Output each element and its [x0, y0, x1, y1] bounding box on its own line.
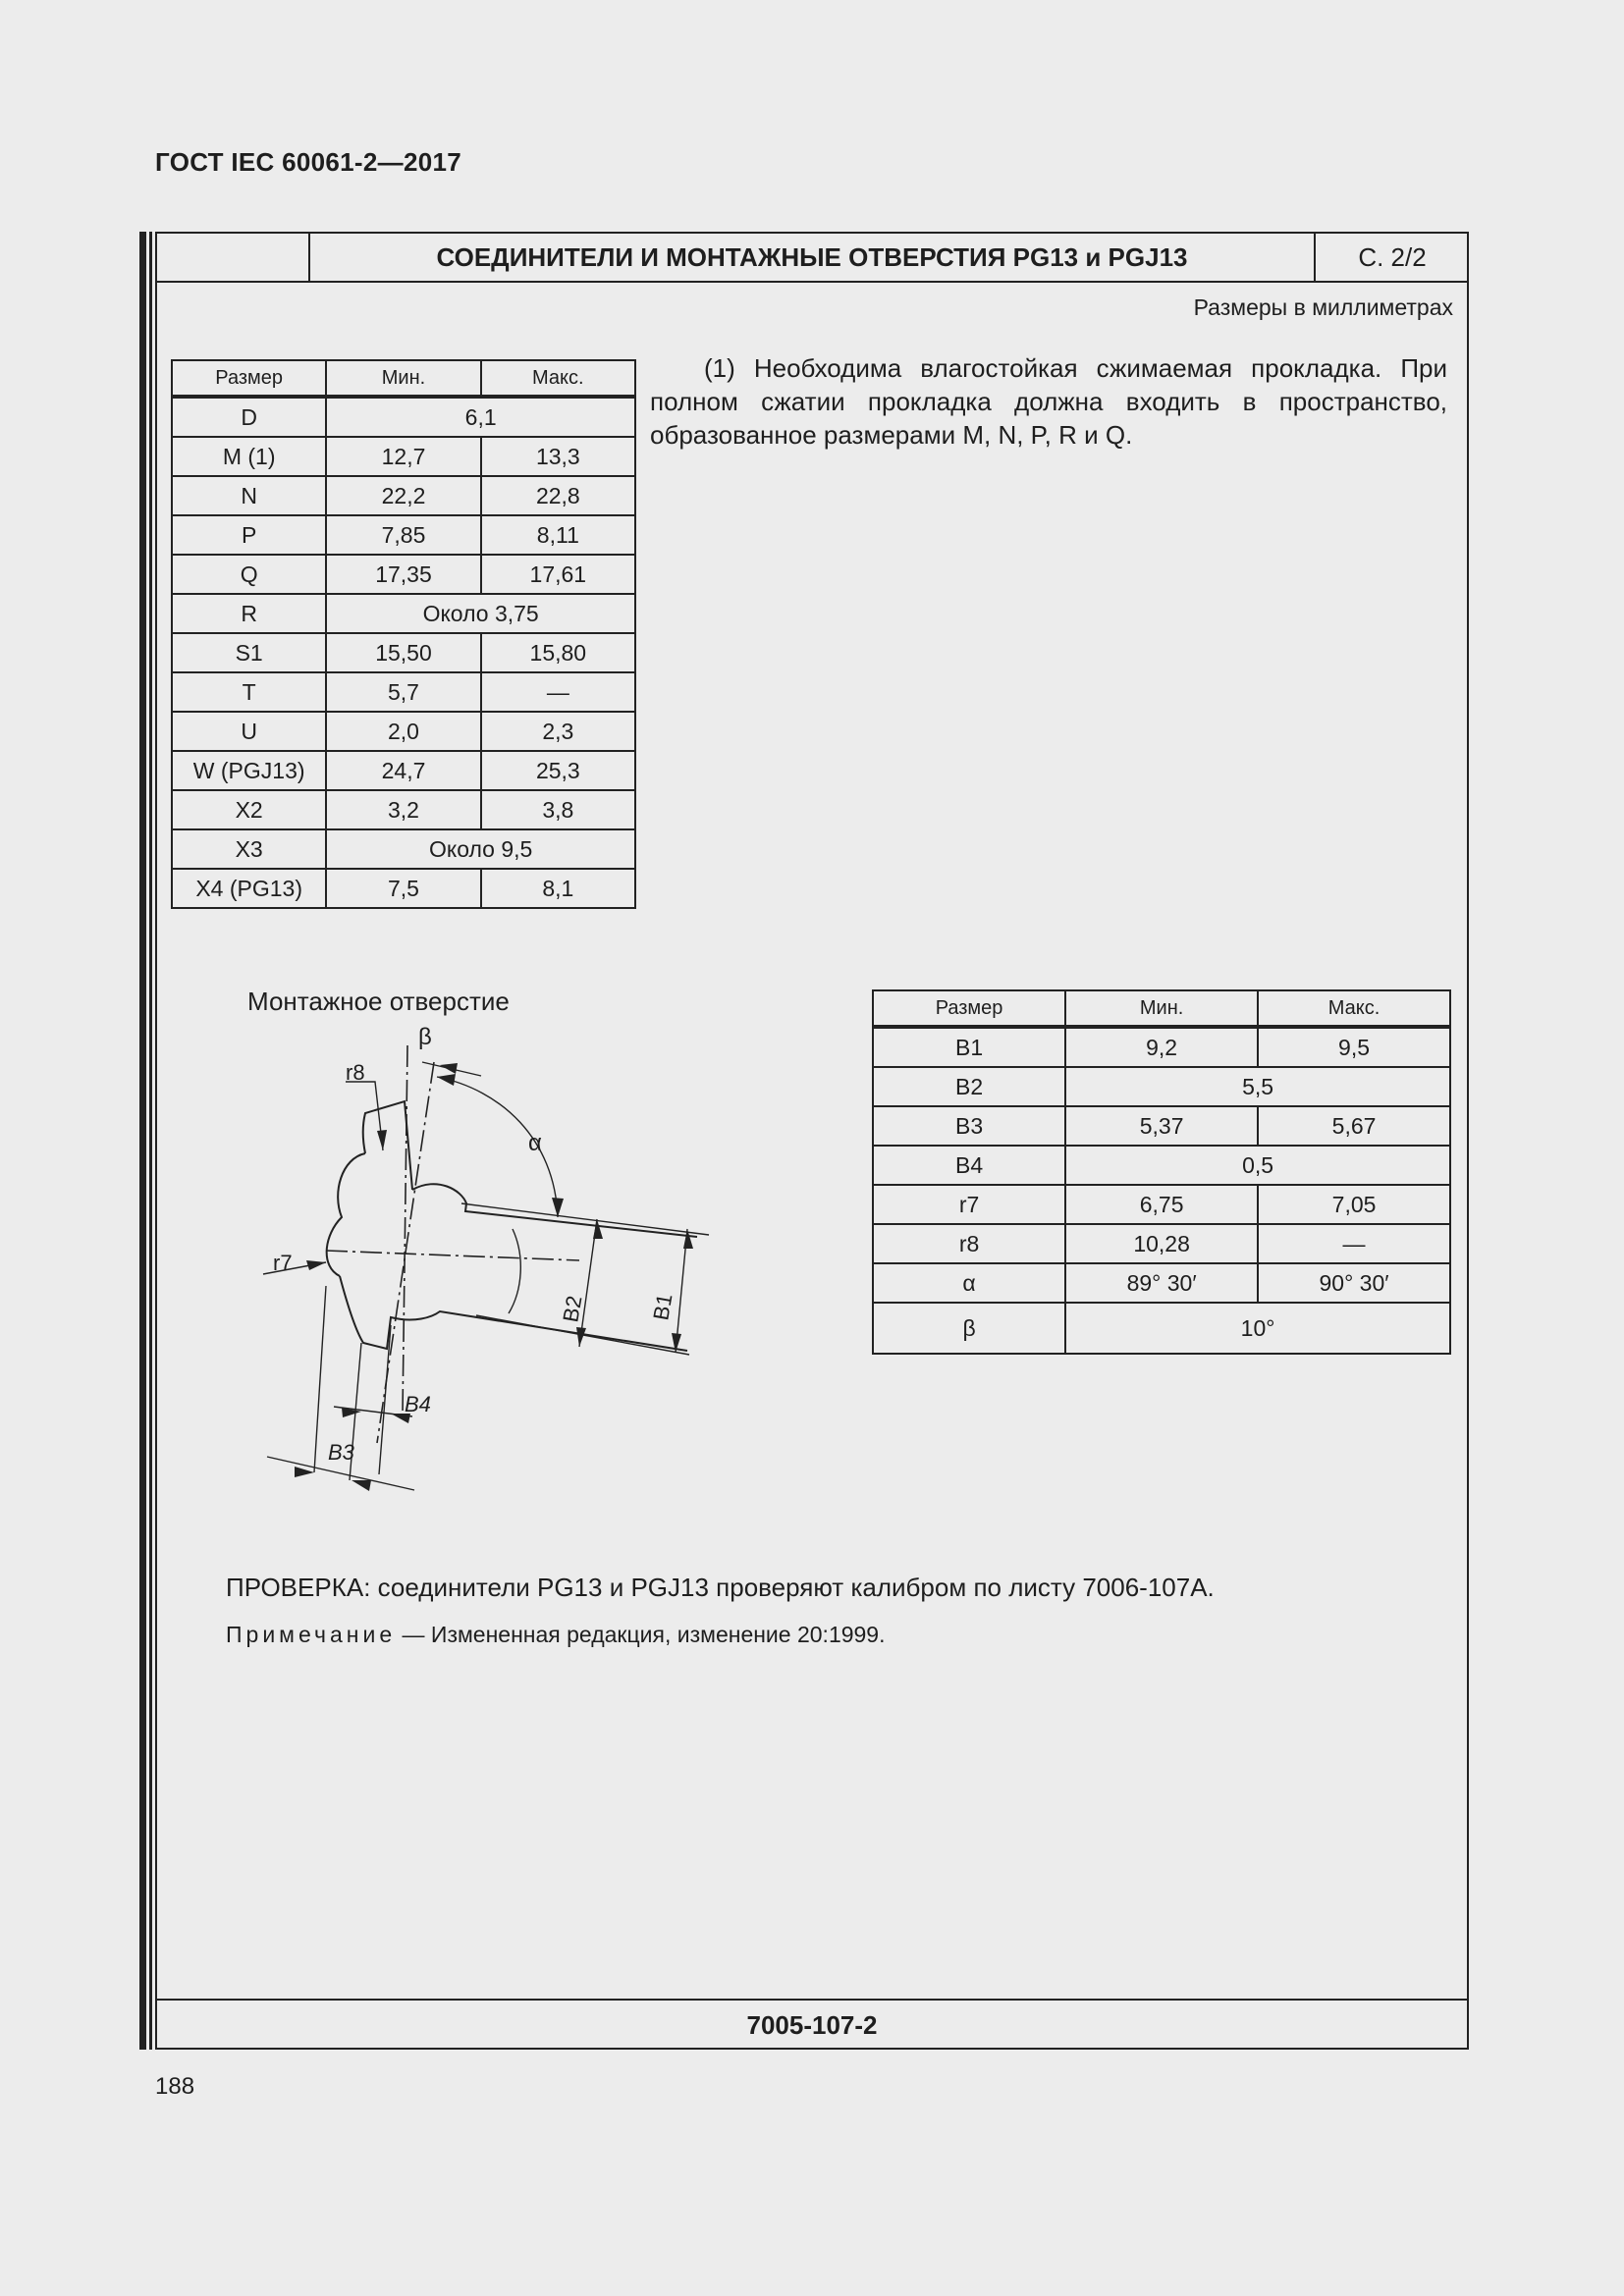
cell-max: — [1258, 1224, 1450, 1263]
cell-min: 15,50 [326, 633, 480, 672]
note-text: Измененная редакция, изменение 20:1999. [430, 1622, 886, 1647]
page-number: 188 [155, 2073, 195, 2100]
extension-line-b3 [314, 1286, 326, 1472]
cell-size: α [873, 1263, 1065, 1303]
title-empty-cell [155, 232, 310, 283]
table-row [172, 437, 635, 476]
cell-min: 22,2 [326, 476, 480, 515]
cell-size: X4 (PG13) [172, 869, 326, 908]
cell-min: 9,2 [1065, 1027, 1258, 1067]
cell-max: 8,11 [481, 515, 635, 555]
label-alpha: α [528, 1130, 542, 1156]
cell-min: 5,37 [1065, 1106, 1258, 1146]
cell-size: X2 [172, 790, 326, 829]
cell-size: D [172, 397, 326, 437]
dimensions-table-mounting-hole [872, 989, 1451, 1355]
label-b1: B1 [648, 1292, 677, 1322]
check-statement: ПРОВЕРКА: соединители PG13 и PGJ13 проверяют калибром по листу 7006-107А. [226, 1573, 1215, 1602]
cell-max: 22,8 [481, 476, 635, 515]
cell-max: 17,61 [481, 555, 635, 594]
cell-max: — [481, 672, 635, 712]
table-row [873, 1106, 1450, 1146]
column-header-size: Размер [172, 360, 326, 397]
table-row [172, 751, 635, 790]
column-header-size: Размер [873, 990, 1065, 1027]
cell-size: Q [172, 555, 326, 594]
arrowhead-b3-left [295, 1467, 314, 1477]
sheet-title: СОЕДИНИТЕЛИ И МОНТАЖНЫЕ ОТВЕРСТИЯ PG13 и PGJ13 [436, 242, 1188, 272]
table-row [873, 1027, 1450, 1067]
table-row [172, 397, 635, 437]
column-header-max: Макс. [481, 360, 635, 397]
cell-size: S1 [172, 633, 326, 672]
table-row [873, 1067, 1450, 1106]
arrowhead-b2-bottom [576, 1327, 586, 1347]
table-row [172, 594, 635, 633]
cell-size: β [873, 1303, 1065, 1354]
cell-min: 6,75 [1065, 1185, 1258, 1224]
cell-min: 7,85 [326, 515, 480, 555]
cell-size: B2 [873, 1067, 1065, 1106]
cell-max: 90° 30′ [1258, 1263, 1450, 1303]
table-row [172, 790, 635, 829]
column-header-min: Мин. [326, 360, 480, 397]
label-b3: B3 [328, 1440, 354, 1465]
cell-size: P [172, 515, 326, 555]
cell-size: M (1) [172, 437, 326, 476]
label-beta: β [418, 1024, 432, 1050]
r7-arc [509, 1229, 520, 1313]
table-row [172, 555, 635, 594]
table-row [172, 476, 635, 515]
cell-size: U [172, 712, 326, 751]
note-dash: — [402, 1622, 425, 1647]
cell-max: 7,05 [1258, 1185, 1450, 1224]
cell-max: 13,3 [481, 437, 635, 476]
cell-size: B1 [873, 1027, 1065, 1067]
cell-min: 89° 30′ [1065, 1263, 1258, 1303]
center-line-horizontal [326, 1251, 579, 1260]
table-row [172, 829, 635, 869]
frame-left-thick-bar [139, 232, 146, 2050]
table-row [172, 672, 635, 712]
cell-max: 3,8 [481, 790, 635, 829]
footnote-gasket: (1) Необходима влагостойкая сжимаемая прокладка. При полном сжатии прокладка должна входить в пространство, образованное размерами M, N, P, R и Q. [650, 353, 1447, 450]
table-row [172, 869, 635, 908]
table-row [873, 1185, 1450, 1224]
table-row [873, 1263, 1450, 1303]
cell-value: 0,5 [1065, 1146, 1450, 1185]
cell-size: B4 [873, 1146, 1065, 1185]
arrowhead-b3-right [352, 1480, 371, 1491]
cell-size: r7 [873, 1185, 1065, 1224]
cell-value: 6,1 [326, 397, 635, 437]
cell-size: R [172, 594, 326, 633]
label-b4: B4 [405, 1392, 431, 1416]
cell-min: 17,35 [326, 555, 480, 594]
table-row [873, 1224, 1450, 1263]
cell-min: 12,7 [326, 437, 480, 476]
cell-min: 7,5 [326, 869, 480, 908]
table-row [172, 515, 635, 555]
document-code-header: ГОСТ IEC 60061-2—2017 [155, 147, 461, 177]
table-row [873, 1303, 1450, 1354]
arrowhead-b2-top [593, 1219, 603, 1239]
hole-outline-left [327, 1153, 365, 1276]
cell-value: 5,5 [1065, 1067, 1450, 1106]
units-note: Размеры в миллиметрах [1193, 294, 1453, 320]
cell-max: 15,80 [481, 633, 635, 672]
cell-size: N [172, 476, 326, 515]
arrowhead-beta [440, 1063, 458, 1074]
label-r8: r8 [346, 1060, 365, 1085]
dimensions-table-connector [171, 359, 636, 909]
frame-left-thin-bar [149, 232, 152, 2050]
cell-min: 10,28 [1065, 1224, 1258, 1263]
cell-value: 10° [1065, 1303, 1450, 1354]
column-header-max: Макс. [1258, 990, 1450, 1027]
cell-max: 9,5 [1258, 1027, 1450, 1067]
table-header-row [172, 360, 635, 397]
extension-line-b1-top [461, 1203, 709, 1235]
cell-max: 2,3 [481, 712, 635, 751]
cell-max: 25,3 [481, 751, 635, 790]
cell-size: T [172, 672, 326, 712]
cell-min: 5,7 [326, 672, 480, 712]
cell-size: X3 [172, 829, 326, 869]
table-row [172, 712, 635, 751]
revision-note [226, 1622, 886, 1648]
cell-min: 2,0 [326, 712, 480, 751]
cell-value: Около 3,75 [326, 594, 635, 633]
sheet-page-indicator: С. 2/2 [1314, 232, 1469, 283]
mounting-hole-caption: Монтажное отверстие [247, 987, 510, 1016]
label-r7: r7 [273, 1251, 293, 1275]
cell-max: 8,1 [481, 869, 635, 908]
cell-min: 3,2 [326, 790, 480, 829]
cell-max: 5,67 [1258, 1106, 1450, 1146]
cell-value: Около 9,5 [326, 829, 635, 869]
mounting-hole-drawing [255, 1011, 717, 1512]
sheet-code-footer: 7005-107-2 [746, 2010, 878, 2040]
cell-min: 24,7 [326, 751, 480, 790]
table-row [873, 1146, 1450, 1185]
note-label: Примечание [226, 1622, 397, 1647]
table-header-row [873, 990, 1450, 1027]
table-row [172, 633, 635, 672]
label-b2: B2 [558, 1294, 587, 1324]
arrowhead-alpha [552, 1198, 564, 1217]
arrowhead-r7 [306, 1260, 326, 1270]
cell-size: r8 [873, 1224, 1065, 1263]
column-header-min: Мин. [1065, 990, 1258, 1027]
arrowhead-alpha-start [437, 1074, 456, 1086]
cell-size: W (PGJ13) [172, 751, 326, 790]
cell-size: B3 [873, 1106, 1065, 1146]
